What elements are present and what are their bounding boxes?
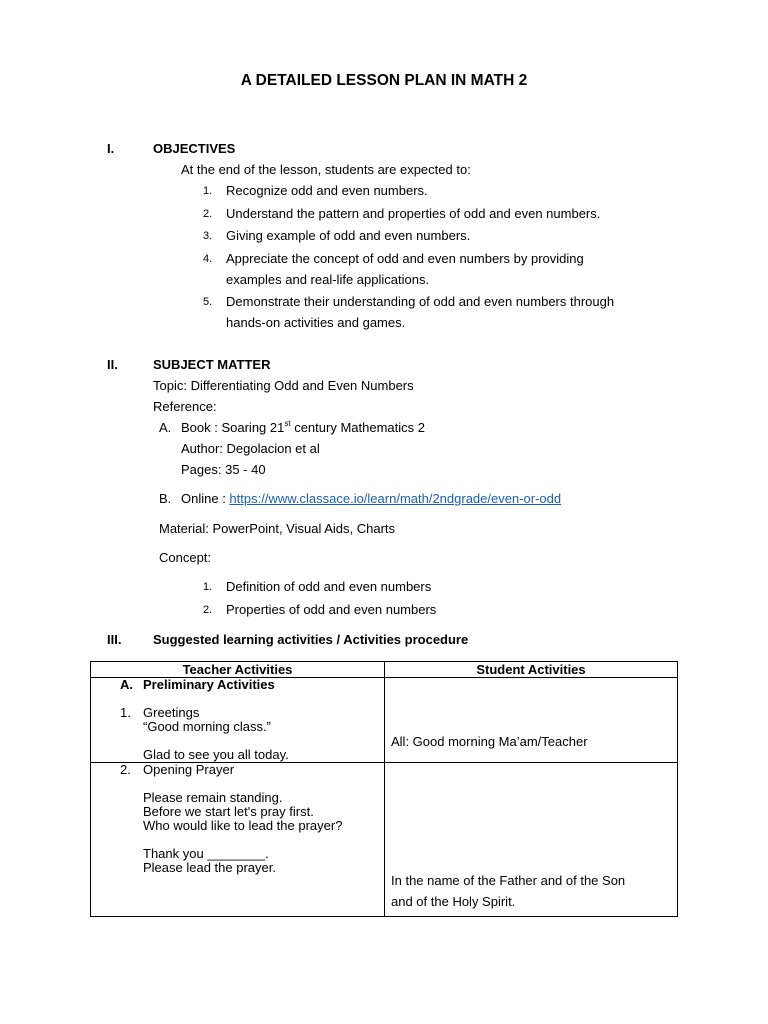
activities-table bbox=[90, 661, 678, 917]
item-title-greetings: Greetings bbox=[143, 705, 200, 720]
section-heading-objectives: OBJECTIVES bbox=[153, 141, 236, 156]
table-row bbox=[91, 678, 678, 763]
objective-number: 2. bbox=[203, 208, 213, 220]
concept-item: Definition of odd and even numbers bbox=[226, 579, 432, 594]
student-response-greeting: All: Good morning Ma’am/Teacher bbox=[391, 734, 588, 749]
page-title: A DETAILED LESSON PLAN IN MATH 2 bbox=[240, 72, 528, 89]
online-reference-link[interactable]: https://www.classace.io/learn/math/2ndgrade/even-or-odd bbox=[229, 491, 562, 506]
teacher-cell-prayer bbox=[91, 763, 385, 917]
section-number-activities: III. bbox=[107, 632, 122, 647]
reference-author: Author: Degolacion et al bbox=[181, 441, 320, 456]
section-number-subject-matter: II. bbox=[107, 357, 118, 372]
greeting-quote: “Good morning class.” bbox=[143, 719, 271, 734]
item-number: 2. bbox=[120, 762, 131, 777]
objective-number: 5. bbox=[203, 296, 213, 308]
section-letter: A. bbox=[120, 677, 133, 692]
table-row bbox=[91, 763, 678, 917]
material-line: Material: PowerPoint, Visual Aids, Charts bbox=[159, 521, 396, 536]
objective-item-continued: examples and real-life applications. bbox=[226, 272, 430, 287]
reference-letter: B. bbox=[159, 491, 172, 506]
item-number: 1. bbox=[120, 705, 131, 720]
reference-letter: A. bbox=[159, 420, 172, 435]
online-label: Online : bbox=[181, 491, 230, 506]
objective-number: 3. bbox=[203, 230, 213, 242]
prayer-thank: Thank you ________. bbox=[143, 846, 269, 861]
concept-number: 1. bbox=[203, 581, 213, 593]
student-prayer-line: and of the Holy Spirit. bbox=[391, 894, 516, 909]
header-student-activities: Student Activities bbox=[385, 662, 678, 678]
student-cell-greetings bbox=[385, 678, 678, 763]
objective-item: Appreciate the concept of odd and even numbers by providing bbox=[226, 251, 584, 266]
book-title-superscript: st bbox=[284, 418, 291, 428]
objective-number: 1. bbox=[203, 185, 213, 197]
prayer-line: Who would like to lead the prayer? bbox=[143, 818, 343, 833]
book-title-start: Book : Soaring 21 bbox=[181, 420, 285, 435]
section-heading-activities: Suggested learning activities / Activities procedure bbox=[153, 632, 469, 647]
table-header-row bbox=[91, 662, 678, 678]
reference-book bbox=[181, 420, 425, 435]
section-heading-subject-matter: SUBJECT MATTER bbox=[153, 357, 271, 372]
section-number-objectives: I. bbox=[107, 141, 115, 156]
objective-item: Demonstrate their understanding of odd and even numbers through bbox=[226, 294, 615, 309]
objective-item-continued: hands-on activities and games. bbox=[226, 315, 406, 330]
prayer-line: Please remain standing. bbox=[143, 790, 283, 805]
greeting-glad: Glad to see you all today. bbox=[143, 747, 289, 762]
section-title-preliminary: Preliminary Activities bbox=[143, 677, 275, 692]
concept-item: Properties of odd and even numbers bbox=[226, 602, 437, 617]
objectives-intro: At the end of the lesson, students are expected to: bbox=[181, 162, 471, 177]
reference-label: Reference: bbox=[153, 399, 217, 414]
reference-pages: Pages: 35 - 40 bbox=[181, 462, 266, 477]
book-title-end: century Mathematics 2 bbox=[290, 420, 425, 435]
objective-item: Understand the pattern and properties of odd and even numbers. bbox=[226, 206, 601, 221]
prayer-lead: Please lead the prayer. bbox=[143, 860, 276, 875]
objective-number: 4. bbox=[203, 253, 213, 265]
header-teacher-activities: Teacher Activities bbox=[91, 662, 385, 678]
topic-line: Topic: Differentiating Odd and Even Numbers bbox=[153, 378, 414, 393]
objective-item: Giving example of odd and even numbers. bbox=[226, 228, 471, 243]
concept-number: 2. bbox=[203, 604, 213, 616]
objective-item: Recognize odd and even numbers. bbox=[226, 183, 428, 198]
reference-online bbox=[181, 491, 561, 506]
student-prayer-line: In the name of the Father and of the Son bbox=[391, 873, 626, 888]
prayer-line: Before we start let's pray first. bbox=[143, 804, 314, 819]
concept-label: Concept: bbox=[159, 550, 212, 565]
teacher-cell-greetings bbox=[91, 678, 385, 763]
item-title-opening-prayer: Opening Prayer bbox=[143, 762, 235, 777]
student-cell-prayer bbox=[385, 763, 678, 917]
